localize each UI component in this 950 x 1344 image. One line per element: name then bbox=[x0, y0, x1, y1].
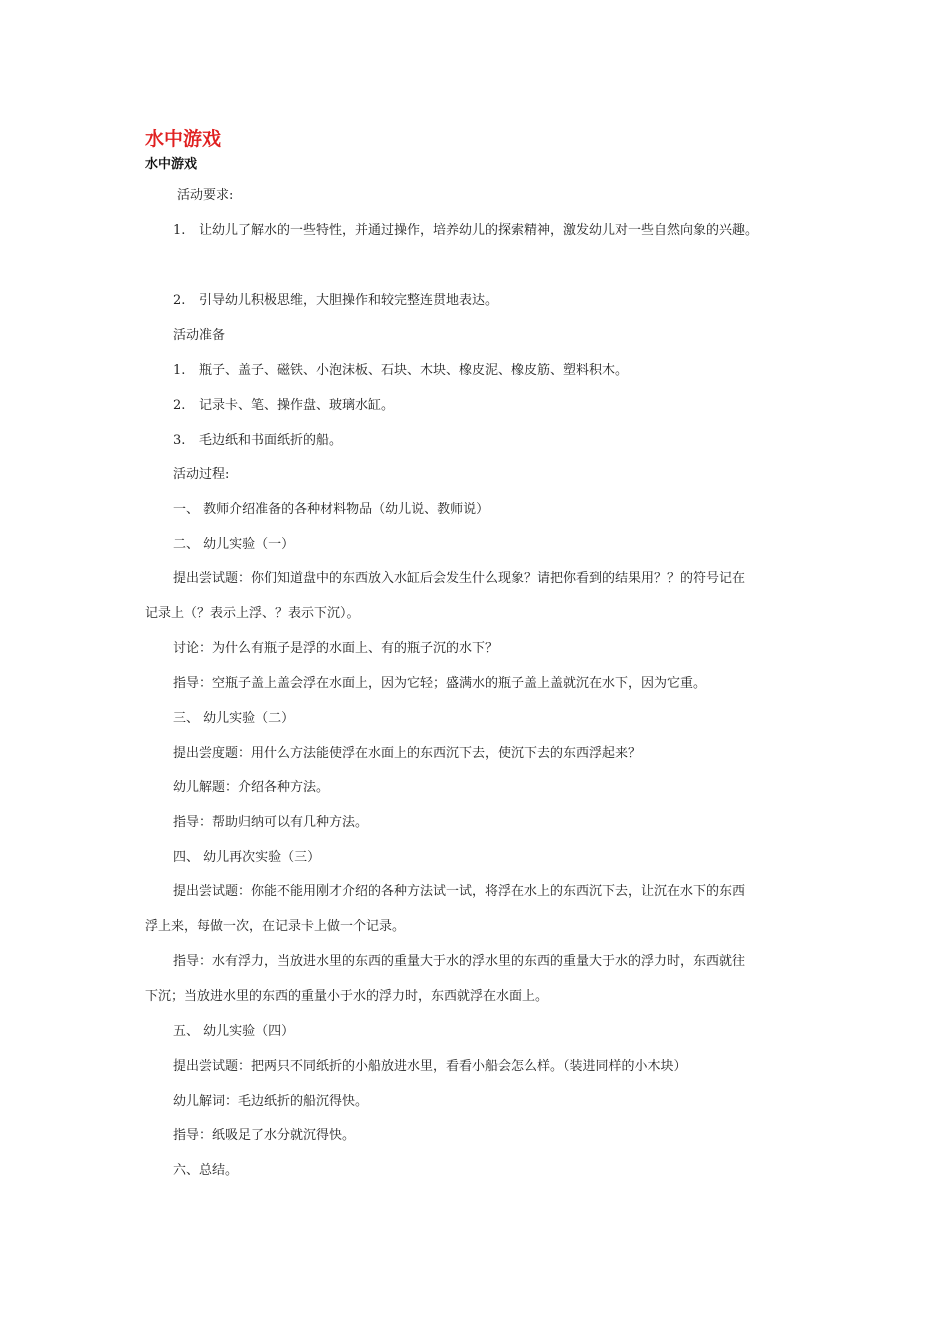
paragraph-line: 幼儿解题：介绍各种方法。 bbox=[173, 780, 330, 795]
paragraph-line: 讨论：为什么有瓶子是浮的水面上、有的瓶子沉的水下？ bbox=[173, 641, 499, 656]
paragraph-line: 指导：空瓶子盖上盖会浮在水面上，因为它轻；盛满水的瓶子盖上盖就沉在水下，因为它重。 bbox=[173, 676, 707, 691]
section-heading: 五、 幼儿实验（四） bbox=[173, 1024, 295, 1039]
preparation-item bbox=[173, 397, 394, 415]
preparation-item bbox=[173, 432, 342, 450]
item-number: 2. bbox=[173, 398, 186, 413]
item-number: 2. bbox=[173, 293, 186, 308]
item-text: 记录卡、笔、操作盘、玻璃水缸。 bbox=[199, 398, 395, 413]
preparation-item bbox=[173, 362, 628, 380]
paragraph-line: 提出尝试题：你能不能用刚才介绍的各种方法试一试，将浮在水上的东西沉下去，让沉在水下的东西 bbox=[173, 884, 746, 899]
item-text: 毛边纸和书面纸折的船。 bbox=[199, 433, 343, 448]
paragraph-line: 指导：水有浮力，当放进水里的东西的重量大于水的浮水里的东西的重量大于水的浮力时，东西就往 bbox=[173, 954, 746, 969]
requirements-heading: 活动要求: bbox=[177, 188, 234, 203]
item-text: 引导幼儿积极思维，大胆操作和较完整连贯地表达。 bbox=[199, 293, 499, 308]
paragraph-line: 指导：帮助归纳可以有几种方法。 bbox=[173, 815, 369, 830]
document-title: 水中游戏 bbox=[145, 128, 222, 150]
requirement-item bbox=[173, 292, 498, 310]
section-heading: 四、 幼儿再次实验（三） bbox=[173, 850, 321, 865]
item-text: 瓶子、盖子、磁铁、小泡沫板、石块、木块、橡皮泥、橡皮筋、塑料积木。 bbox=[199, 363, 629, 378]
section-heading: 六、总结。 bbox=[173, 1163, 239, 1178]
paragraph-line: 下沉；当放进水里的东西的重量小于水的浮力时，东西就浮在水面上。 bbox=[145, 989, 549, 1004]
item-text: 让幼儿了解水的一些特性，并通过操作，培养幼儿的探索精神，激发幼儿对一些自然向象的兴趣。 bbox=[199, 223, 759, 238]
section-heading: 一、 教师介绍准备的各种材料物品（幼儿说、教师说） bbox=[173, 502, 490, 517]
item-number: 1. bbox=[173, 363, 186, 378]
requirement-item bbox=[173, 222, 758, 240]
paragraph-line: 浮上来，每做一次，在记录卡上做一个记录。 bbox=[145, 919, 406, 934]
item-number: 1. bbox=[173, 223, 186, 238]
paragraph-line: 幼儿解词：毛边纸折的船沉得快。 bbox=[173, 1094, 369, 1109]
section-heading: 三、 幼儿实验（二） bbox=[173, 711, 295, 726]
process-heading: 活动过程: bbox=[173, 467, 230, 482]
item-number: 3. bbox=[173, 433, 186, 448]
paragraph-line: 提出尝度题：用什么方法能使浮在水面上的东西沉下去，使沉下去的东西浮起来？ bbox=[173, 746, 642, 761]
paragraph-line: 记录上（？表示上浮、？表示下沉）。 bbox=[145, 606, 360, 621]
document-subtitle: 水中游戏 bbox=[145, 157, 198, 172]
paragraph-line: 提出尝试题：你们知道盘中的东西放入水缸后会发生什么现象？请把你看到的结果用？？的符号记在 bbox=[173, 571, 746, 586]
section-heading: 二、 幼儿实验（一） bbox=[173, 537, 295, 552]
paragraph-line: 指导：纸吸足了水分就沉得快。 bbox=[173, 1128, 356, 1143]
paragraph-line: 提出尝试题：把两只不同纸折的小船放进水里，看看小船会怎么样。（装进同样的小木块） bbox=[173, 1059, 687, 1074]
preparation-heading: 活动准备 bbox=[173, 328, 226, 343]
